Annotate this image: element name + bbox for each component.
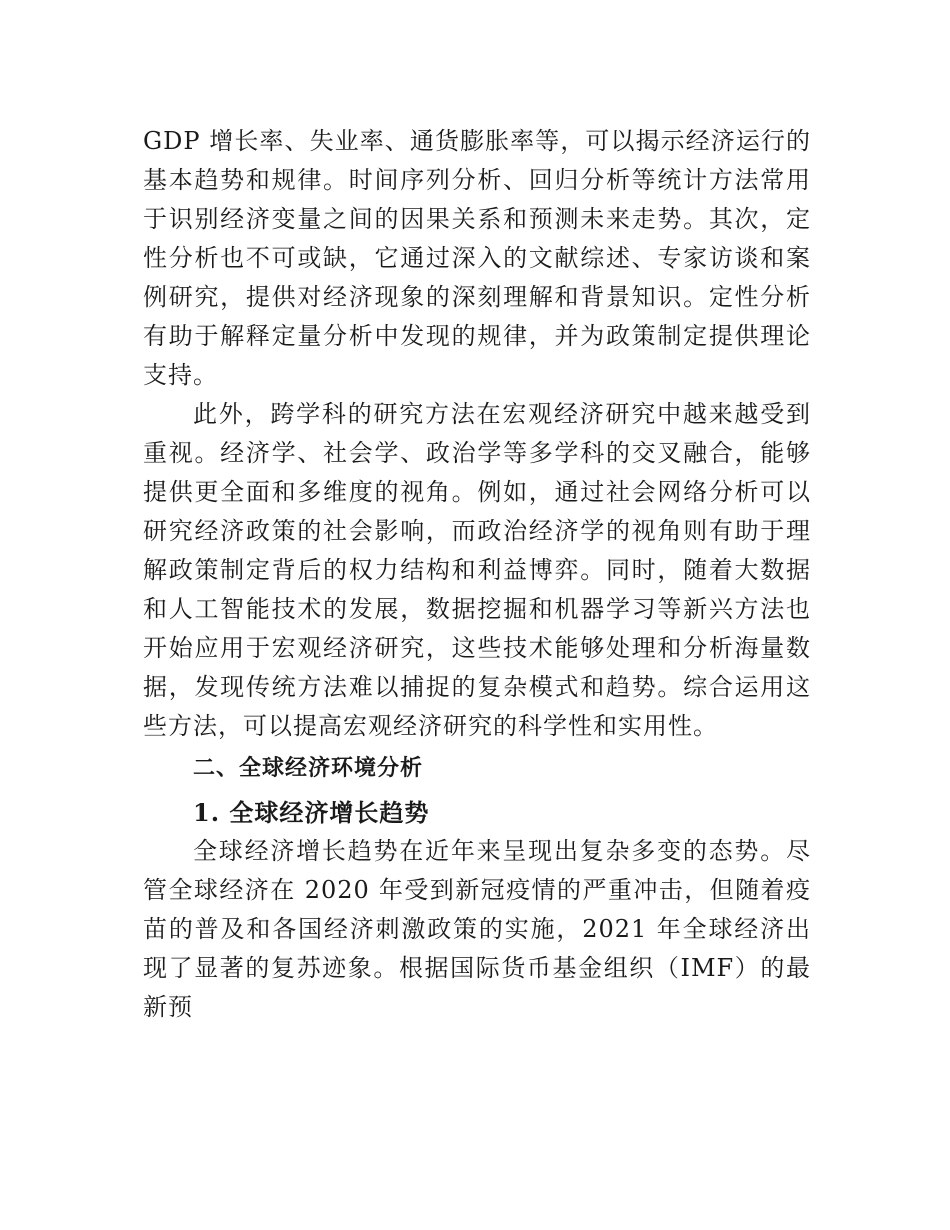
paragraph-methods-continued: GDP 增长率、失业率、通货膨胀率等，可以揭示经济运行的基本趋势和规律。时间序列分析、回归分析等统计方法常用于识别经济变量之间的因果关系和预测未来走势。其次，定性分析也不可或缺，它通过深入的文献综述、专家访谈和案例研究，提供对经济现象的深刻理解和背景知识。定性分析有助于解释定量分析中发现的规律，并为政策制定提供理论支持。 [143,127,811,389]
paragraph-global-growth: 全球经济增长趋势在近年来呈现出复杂多变的态势。尽管全球经济在 2020 年受到新冠疫情的严重冲击，但随着疫苗的普及和各国经济刺激政策的实施，2021 年全球经济出现了显著的复苏迹象。根据国际货币基金组织（IMF）的最新预 [143,837,811,1021]
section-heading: 二、全球经济环境分析 [193,756,424,781]
paragraph-interdisciplinary-methods: 此外，跨学科的研究方法在宏观经济研究中越来越受到重视。经济学、社会学、政治学等多学科的交叉融合，能够提供更全面和多维度的视角。例如，通过社会网络分析可以研究经济政策的社会影响，而政治经济学的视角则有助于理解政策制定背后的权力结构和利益博弈。同时，随着大数据和人工智能技术的发展，数据挖掘和机器学习等新兴方法也开始应用于宏观经济研究，这些技术能够处理和分析海量数据，发现传统方法难以捕捉的复杂模式和趋势。综合运用这些方法，可以提高宏观经济研究的科学性和实用性。 [143,400,811,740]
document-body [143,122,811,1027]
subsection-heading: 1. 全球经济增长趋势 [193,798,430,827]
